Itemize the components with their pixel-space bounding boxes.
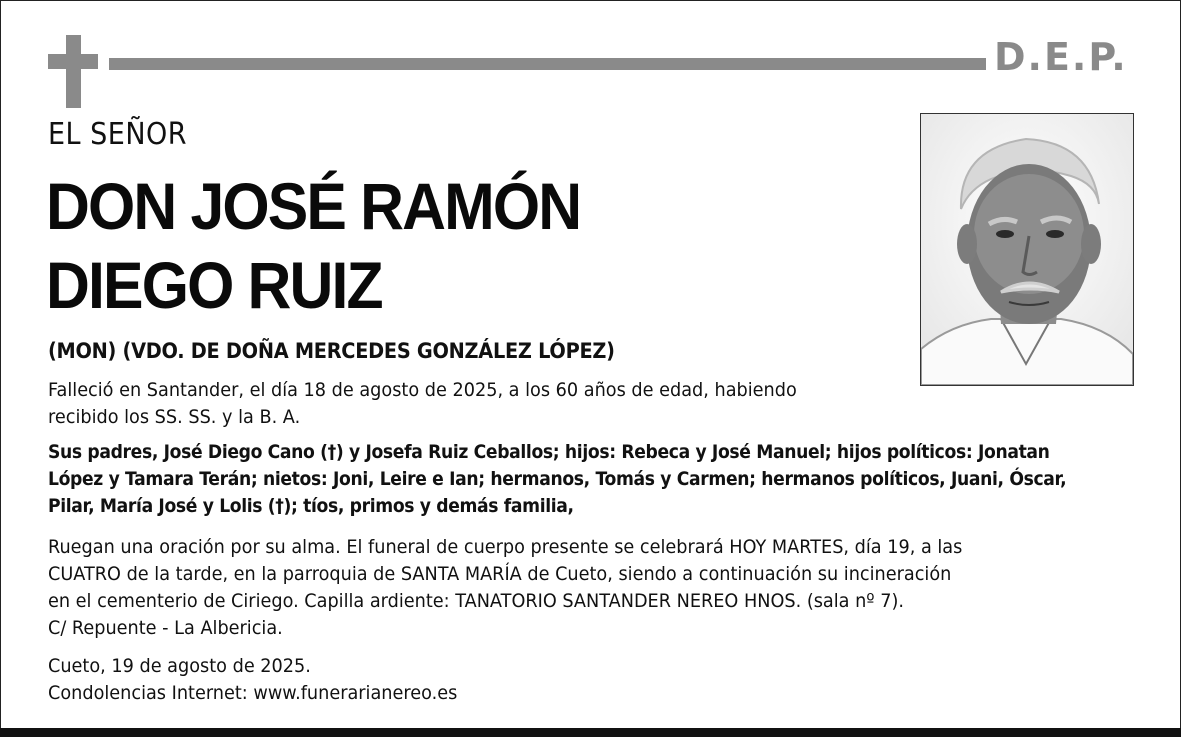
death-notice (48, 377, 885, 431)
family-line: Sus padres, José Diego Cano (†) y Josefa Ruiz Ceballos; hijos: Rebeca y José Manuel; hijos políticos: Jonatan (48, 441, 1050, 463)
condolences-link[interactable]: Condolencias Internet: www.funerarianereo.es (48, 682, 458, 704)
footer (48, 653, 885, 707)
dep-label: D.E.P. (994, 35, 1128, 79)
funeral-line: en el cementerio de Ciriego. Capilla ardiente: TANATORIO SANTANDER NEREO HNOS. (sala nº 7). (48, 590, 905, 612)
funeral-line: Ruegan una oración por su alma. El funeral de cuerpo presente se celebrará HOY MARTES, día 19, a las (48, 536, 963, 558)
place-date: Cueto, 19 de agosto de 2025. (48, 655, 311, 677)
portrait-photo (920, 113, 1134, 386)
bottom-border (0, 728, 1181, 737)
funeral-line: C/ Repuente - La Albericia. (48, 617, 283, 639)
cross-icon (66, 35, 81, 108)
death-notice-line: recibido los SS. SS. y la B. A. (48, 406, 301, 428)
deceased-name-line1: DON JOSÉ RAMÓN (46, 169, 581, 243)
header-rule (109, 58, 986, 70)
cross-icon-bar (48, 54, 98, 69)
title-label: EL SEÑOR (48, 117, 188, 152)
family-line: Pilar, María José y Lolis (†); tíos, primos y demás familia, (48, 495, 574, 517)
funeral-details (48, 534, 1099, 642)
nickname-widower: (MON) (VDO. DE DOÑA MERCEDES GONZÁLEZ LÓPEZ) (48, 339, 615, 363)
funeral-line: CUATRO de la tarde, en la parroquia de SANTA MARÍA de Cueto, siendo a continuación su incineración (48, 563, 952, 585)
death-notice-line: Falleció en Santander, el día 18 de agosto de 2025, a los 60 años de edad, habiendo (48, 379, 797, 401)
deceased-name-line2: DIEGO RUIZ (46, 248, 382, 322)
portrait-image (921, 114, 1133, 385)
family-line: López y Tamara Terán; nietos: Joni, Leire e Ian; hermanos, Tomás y Carmen; hermanos políticos, Juani, Óscar, (48, 468, 1067, 490)
family-list (48, 439, 1107, 520)
